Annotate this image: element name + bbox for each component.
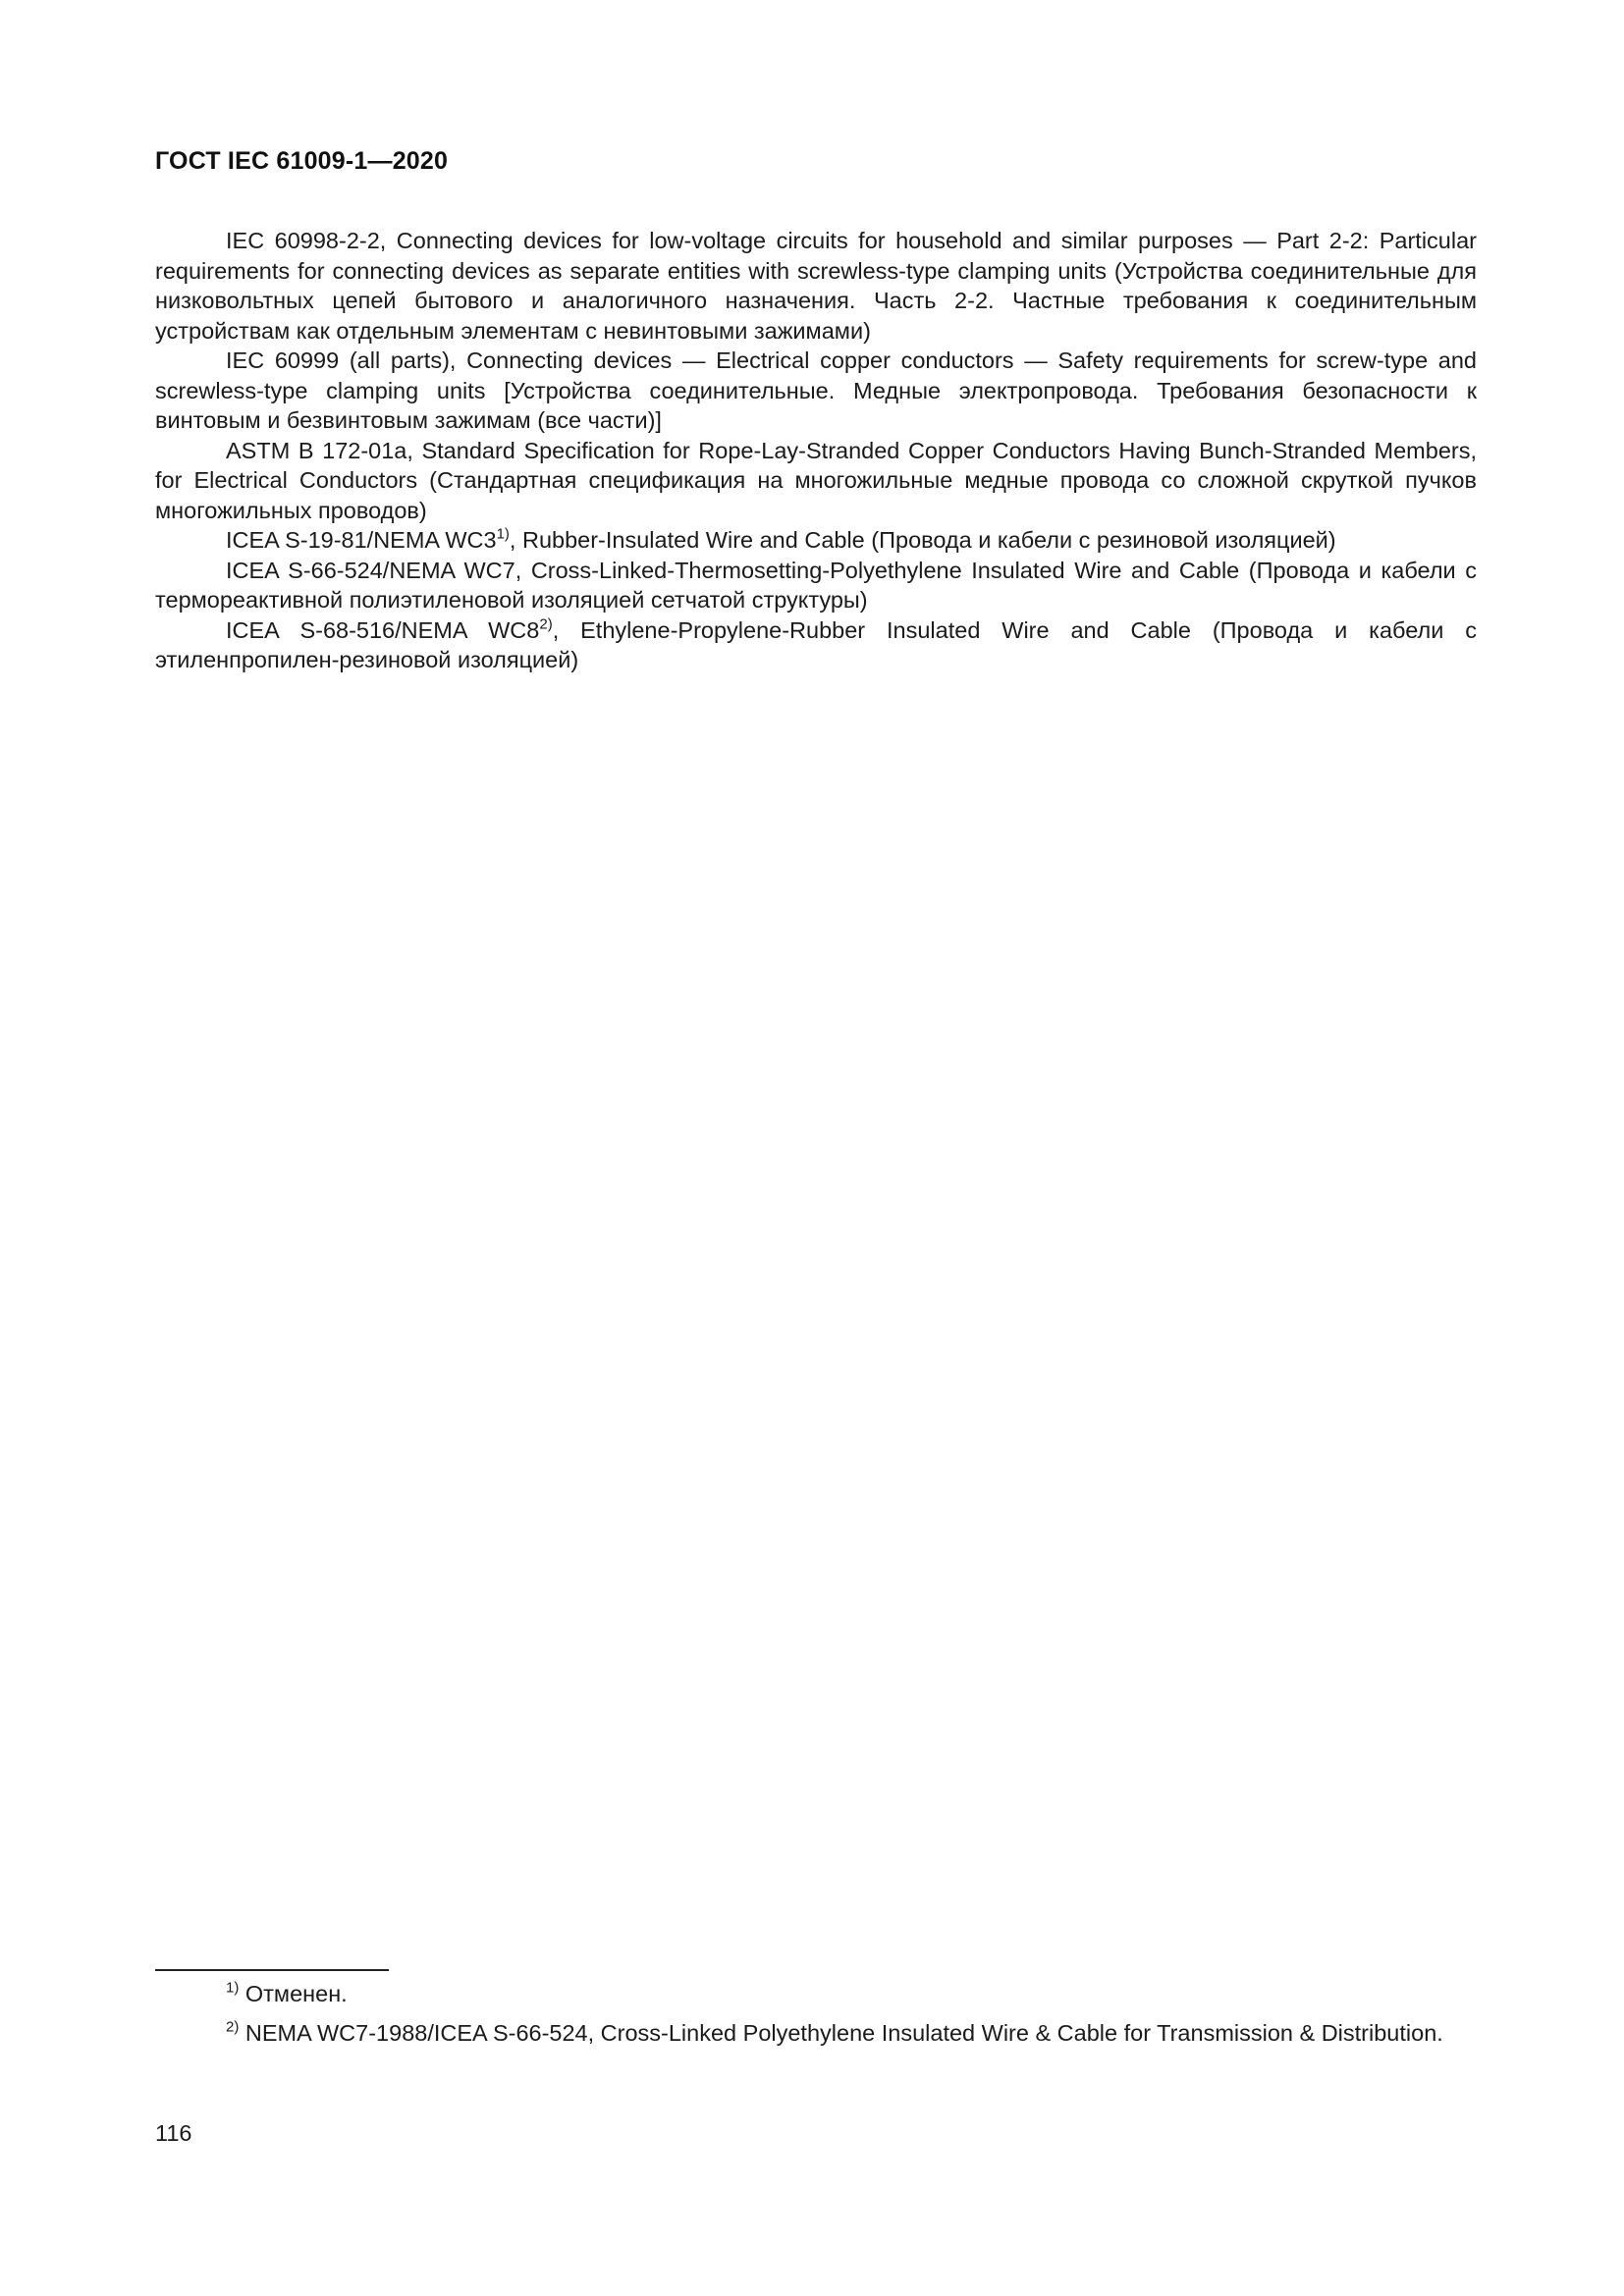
footnote-item: [155, 1979, 1477, 2008]
footnote-mark: 2): [539, 614, 553, 632]
footnotes: [155, 1979, 1477, 2057]
normative-references-list: [155, 226, 1477, 675]
footnote-separator: [155, 1969, 389, 1971]
footnote-mark: 1): [496, 525, 510, 543]
reference-item: ASTM B 172-01a, Standard Specification for Rope-Lay-Stranded Copper Conductors Having Bunch-Stranded Members, for Electrical Conductors (Стандартная спецификация на многожильные медные провода со сложной скруткой пучков многожильных проводов): [155, 437, 1477, 523]
page-header-title: ГОСТ IEC 61009-1—2020: [155, 147, 449, 175]
footnote-mark: 1): [226, 1979, 240, 1997]
reference-item: IEC 60999 (all parts), Connecting devices — Electrical copper conductors — Safety requirements for screw-type and screwless-type clamping units [Устройства соединительные. Медные электропровода. Требования безопасности к винтовым и безвинтовым зажимам (все части)]: [155, 347, 1477, 433]
reference-description: , Rubber-Insulated Wire and Cable (Провода и кабели с резиновой изоляцией): [509, 527, 1336, 553]
reference-code: ICEA S-68-516/NEMA WC8: [226, 616, 540, 643]
footnote-item: [155, 2018, 1477, 2048]
reference-item: [155, 615, 1477, 675]
footnote-text: NEMA WC7-1988/ICEA S-66-524, Cross-Linked Polyethylene Insulated Wire & Cable for Transmission & Distribution.: [244, 2020, 1443, 2046]
reference-code: ICEA S-19-81/NEMA WC3: [226, 527, 497, 553]
reference-item: ICEA S-66-524/NEMA WC7, Cross-Linked-Thermosetting-Polyethylene Insulated Wire and Cable (Провода и кабели с термореактивной полиэтиленовой изоляцией сетчатой структуры): [155, 557, 1477, 613]
footnote-mark: 2): [226, 2018, 240, 2036]
page-number: 116: [155, 2120, 192, 2146]
reference-description: , Ethylene-Propylene-Rubber Insulated Wire and Cable (Провода и кабели с этиленпропилен-резиновой изоляцией): [155, 616, 1477, 672]
footnote-text: Отменен.: [244, 1981, 348, 2006]
reference-item: IEC 60998-2-2, Connecting devices for low-voltage circuits for household and similar purposes — Part 2-2: Particular requirements for connecting devices as separate entities with screwless-type clamping units (Устройства соединительные для низковольтных цепей бытового и аналогичного назначения. Часть 2-2. Частные требования к соединительным устройствам как отдельным элементам с невинтовыми зажимами): [155, 228, 1477, 344]
reference-item: [155, 525, 1477, 556]
